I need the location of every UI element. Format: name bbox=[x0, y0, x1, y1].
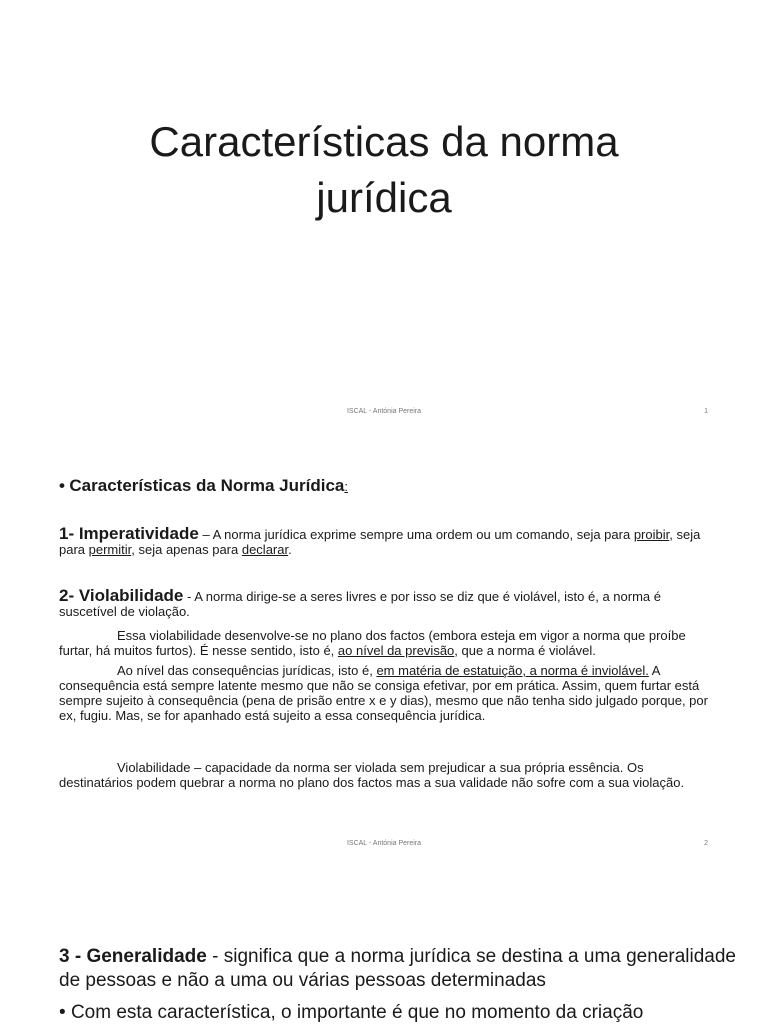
slide-number: 2 bbox=[704, 840, 708, 847]
indent bbox=[59, 663, 117, 678]
title-line-2: jurídica bbox=[316, 174, 452, 221]
item-text: , seja para bbox=[59, 527, 701, 557]
item-text: – A norma jurídica exprime sempre uma ordem ou um comando, seja para bbox=[198, 527, 634, 542]
underlined-term: declarar bbox=[241, 542, 289, 557]
paragraph-3 bbox=[59, 760, 719, 790]
underlined-term: proibir bbox=[633, 527, 670, 542]
underlined-term: permitir bbox=[88, 542, 132, 557]
paragraph-text: Violabilidade – capacidade da norma ser violada sem prejudicar a sua própria essência. Os destinatários podem quebrar a norma no plano dos factos mas a sua validade não sofre com a sua violação. bbox=[59, 760, 685, 790]
item-title: 1- Imperatividade bbox=[59, 524, 199, 543]
slide-footer: ISCAL - Antónia Pereira bbox=[346, 408, 422, 415]
bullet: • bbox=[59, 476, 65, 495]
slide-3 bbox=[0, 863, 768, 1024]
paragraph-text: Ao nível das consequências jurídicas, isto é, bbox=[117, 663, 377, 678]
item-text: - A norma dirige-se a seres livres e por isso se diz que é violável, isto é, a norma é suscetível de violação. bbox=[59, 589, 662, 619]
underlined-term: em matéria de estatuição, a norma é inviolável. bbox=[376, 663, 649, 678]
bullet: • bbox=[59, 1002, 66, 1023]
indent bbox=[59, 760, 117, 775]
paragraph-text: , que a norma é violável. bbox=[454, 643, 596, 658]
bullet-text: Com esta característica, o importante é que no momento da criação bbox=[70, 1002, 644, 1023]
item-generalidade bbox=[59, 945, 749, 993]
slide-2 bbox=[0, 430, 768, 863]
slide-1 bbox=[0, 0, 768, 430]
slide-footer: ISCAL - Antónia Pereira bbox=[346, 840, 422, 847]
item-text: , seja apenas para bbox=[131, 542, 242, 557]
slide-title bbox=[0, 114, 768, 226]
paragraph-1 bbox=[59, 628, 719, 658]
heading-text: Características da Norma Jurídica bbox=[69, 476, 345, 495]
title-line-1: Características da norma bbox=[149, 118, 619, 165]
underlined-term: ao nível da previsão bbox=[337, 643, 455, 658]
paragraph-text: A consequência está sempre latente mesmo que não se consiga efetivar, por em prática. Assim, quem furtar está sempre sujeito à consequência (pena de prisão entre x e y dias), mesmo que não tenha sido julgado porque, por ex, fugiu. Mas, se for apanhado está sujeito a essa consequência jurídica. bbox=[59, 663, 708, 723]
bullet-line bbox=[59, 1001, 749, 1025]
heading-colon: : bbox=[344, 479, 348, 494]
item-title: 2- Violabilidade bbox=[59, 586, 184, 605]
item-violabilidade bbox=[59, 588, 719, 619]
slide-number: 1 bbox=[704, 408, 708, 415]
indent bbox=[59, 628, 117, 643]
item-title: 3 - Generalidade bbox=[59, 946, 207, 967]
paragraph-text: Essa violabilidade desenvolve-se no plano dos factos (embora esteja em vigor a norma que proíbe furtar, há muitos furtos). É nesse sentido, isto é, bbox=[59, 628, 686, 658]
paragraph-2 bbox=[59, 663, 719, 723]
item-imperatividade bbox=[59, 526, 719, 557]
item-text: - significa que a norma jurídica se destina a uma generalidade de pessoas e não a uma ou várias pessoas determinadas bbox=[59, 946, 736, 991]
item-text: . bbox=[288, 542, 292, 557]
slide-heading bbox=[59, 476, 719, 496]
